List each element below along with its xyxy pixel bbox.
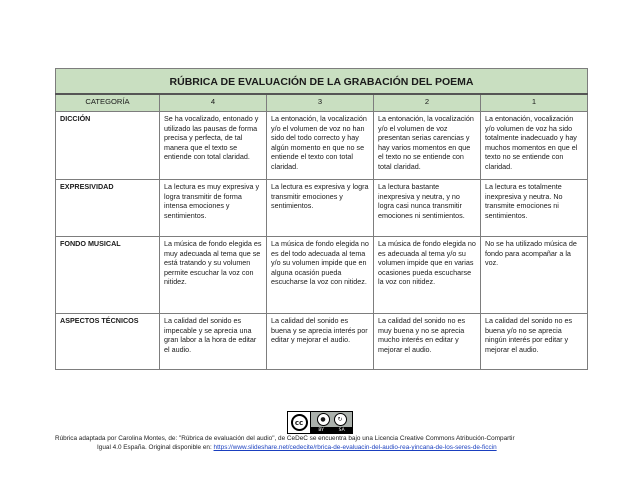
rubric-sheet [55,68,587,370]
category-diccion: DICCIÓN [56,112,160,180]
category-expresividad: EXPRESIVIDAD [56,180,160,237]
creative-commons-badge [287,411,353,434]
header-row [56,94,588,112]
footer-line-2-text: Igual 4.0 España. Original disponible en: [97,444,214,451]
table-cell: Se ha vocalizado, entonado y utilizado las pausas de forma precisa y perfecta, de tal manera que el texto se entiende con total claridad. [160,112,267,180]
table-cell: La música de fondo elegida no es adecuada al tema y/o su volumen impide que en varias ocasiones pueda escucharse la voz con nitidez. [374,237,481,314]
table-cell: La música de fondo elegida no es del todo adecuada al tema y/o su volumen impide que en alguna ocasión pueda escucharse la voz con nitidez. [267,237,374,314]
table-cell: La lectura es muy expresiva y logra transmitir de forma intensa emociones y sentimientos. [160,180,267,237]
table-cell: La entonación, la vocalización y/o el volumen de voz no han sido del todo correcto y hay algún momento en que no se entiende el texto con total claridad. [267,112,374,180]
table-cell: La entonación, vocalización y/o volumen de voz ha sido totalmente inadecuado y hay muchos momentos en que el texto no se entiende con claridad. [481,112,588,180]
rubric-table [55,68,588,370]
table-row [56,180,588,237]
table-cell: La calidad del sonido no es muy buena y no se aprecia mucho interés en editar y mejorar el audio. [374,314,481,370]
rubric-title: RÚBRICA DE EVALUACIÓN DE LA GRABACIÓN DEL POEMA [56,69,588,95]
header-score-3: 3 [267,94,374,112]
table-cell: La lectura es expresiva y logra transmitir emociones y sentimientos. [267,180,374,237]
table-cell: La lectura bastante inexpresiva y neutra, y no logra casi nunca transmitir emociones ni sentimientos. [374,180,481,237]
table-cell: La música de fondo elegida es muy adecuada al tema que se está tratando y su volumen permite escuchar la voz con nitidez. [160,237,267,314]
footer-line-2 [55,443,615,452]
table-cell: La lectura es totalmente inexpresiva y neutra. No transmite emociones ni sentimientos. [481,180,588,237]
table-cell: La calidad del sonido no es buena y/o no se aprecia ningún interés por editar y mejorar el audio. [481,314,588,370]
header-category: CATEGORÍA [56,94,160,112]
table-cell: No se ha utilizado música de fondo para acompañar a la voz. [481,237,588,314]
cc-logo-icon: cc [288,412,311,433]
license-label-by: BY [318,427,324,433]
header-score-1: 1 [481,94,588,112]
share-alike-icon: ↻ [334,413,347,426]
footer-line-1: Rúbrica adaptada por Carolina Montes, de: "Rúbrica de evaluación del audio", de CeDeC se encuentra bajo una Licencia Creative Commons Atribución-Compartir [55,435,515,442]
table-row [56,314,588,370]
attribution-footer [55,434,615,452]
category-aspectos-tecnicos: ASPECTOS TÉCNICOS [56,314,160,370]
category-fondo-musical: FONDO MUSICAL [56,237,160,314]
table-cell: La calidad del sonido es buena y se aprecia interés por editar y mejorar el audio. [267,314,374,370]
header-score-4: 4 [160,94,267,112]
source-link[interactable]: https://www.slideshare.net/cedecite/rbrica-de-evaluacin-del-audio-rea-yincana-de-los-seres-de-ficcin [213,444,497,451]
header-score-2: 2 [374,94,481,112]
license-label-sa: SA [338,427,345,433]
table-row [56,112,588,180]
table-cell: La calidad del sonido es impecable y se aprecia una gran labor a la hora de editar el audio. [160,314,267,370]
table-cell: La entonación, la vocalización y/o el volumen de voz presentan serias carencias y hay varios momentos en que el texto no se entiende con total claridad. [374,112,481,180]
attribution-icon: ● [317,413,330,426]
table-row [56,237,588,314]
